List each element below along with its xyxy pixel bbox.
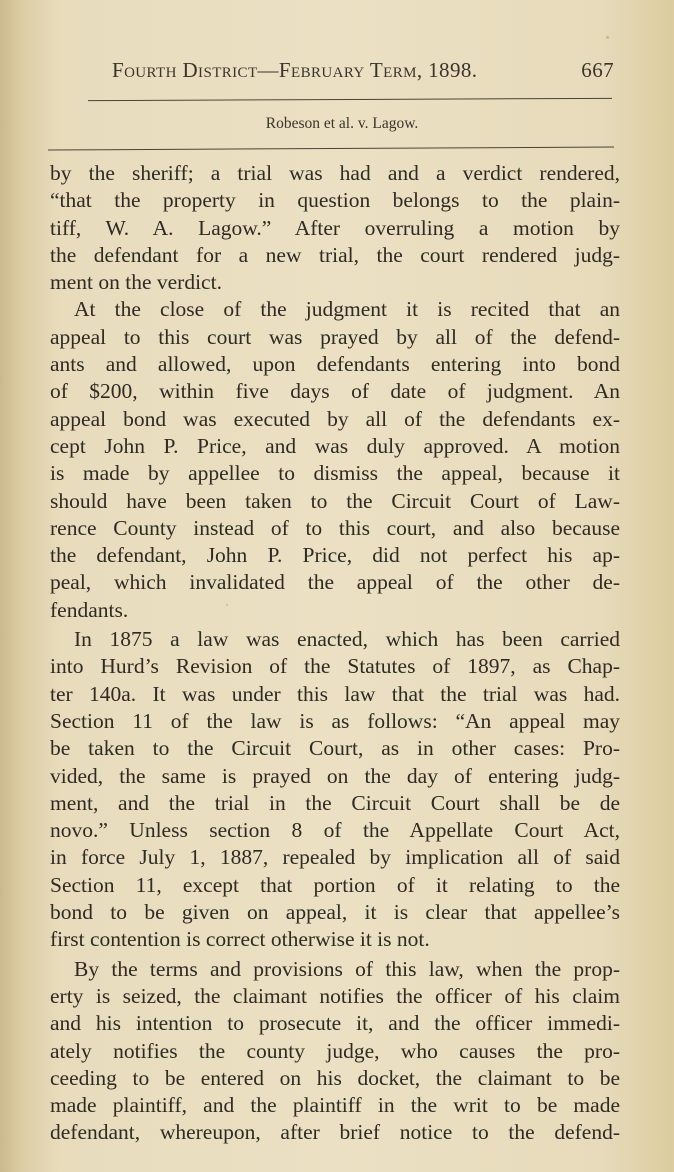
text-line: tiff, W. A. Lagow.” After overruling a motion by: [50, 215, 620, 240]
text-line: erty is seized, the claimant notifies the officer of his claim: [50, 983, 620, 1008]
text-line: Section 11 of the law is as follows: “An appeal may: [50, 708, 620, 733]
paper-speck: [606, 36, 609, 39]
text-line: defendant, whereupon, after brief notice to the defend-: [50, 1120, 620, 1145]
text-line: of $200, within five days of date of judgment. An: [50, 379, 620, 404]
case-title: Robeson et al. v. Lagow.: [265, 115, 419, 132]
text-line: ment on the verdict.: [50, 270, 222, 295]
text-line: By the terms and provisions of this law, when the prop-: [74, 956, 620, 981]
running-head: [82, 58, 618, 88]
text-line: and his intention to prosecute it, and the officer immedi-: [50, 1011, 620, 1036]
text-line: “that the property in question belongs to the plain-: [50, 188, 620, 213]
running-head-title: Fourth District—February Term, 1898.: [112, 58, 478, 82]
text-line: In 1875 a law was enacted, which has been carried: [74, 627, 620, 652]
paragraph-2: [50, 296, 620, 624]
text-line: peal, which invalidated the appeal of the other de-: [50, 570, 620, 595]
text-line: is made by appellee to dismiss the appeal, because it: [50, 461, 620, 486]
paper-speck: [226, 604, 228, 606]
text-line: be taken to the Circuit Court, as in other cases: Pro-: [50, 736, 620, 761]
page-number: 667: [581, 58, 614, 82]
text-line: ants and allowed, upon defendants entering into bond: [50, 352, 620, 377]
text-line: appeal bond was executed by all of the defendants ex-: [50, 406, 620, 431]
text-line: appeal to this court was prayed by all of the defend-: [50, 324, 620, 349]
text-line: ter 140a. It was under this law that the trial was had.: [50, 681, 620, 706]
paragraph-3: [50, 626, 620, 954]
paragraph-1: [50, 160, 620, 296]
text-line: made plaintiff, and the plaintiff in the writ to be made: [50, 1093, 620, 1118]
text-line: first contention is correct otherwise it is not.: [50, 927, 430, 952]
text-line: bond to be given on appeal, it is clear that appellee’s: [50, 900, 620, 925]
text-line: At the close of the judgment it is recited that an: [74, 297, 620, 322]
text-line: rence County instead of to this court, and also because: [50, 515, 620, 540]
text-line: novo.” Unless section 8 of the Appellate Court Act,: [50, 818, 620, 843]
text-line: into Hurd’s Revision of the Statutes of 1897, as Chap-: [50, 654, 620, 679]
text-line: ceeding to be entered on his docket, the claimant to be: [50, 1065, 620, 1090]
text-line: the defendant for a new trial, the court rendered judg-: [50, 242, 620, 267]
text-line: by the sheriff; a trial was had and a verdict rendered,: [50, 161, 620, 185]
text-line: cept John P. Price, and was duly approved. A motion: [50, 433, 620, 458]
text-line: ment, and the trial in the Circuit Court shall be de: [50, 790, 620, 815]
text-line: fendants.: [50, 597, 129, 622]
header-rule: [88, 98, 612, 101]
text-line: Section 11, except that portion of it relating to the: [50, 872, 620, 897]
text-line: in force July 1, 1887, repealed by implication all of said: [50, 845, 620, 870]
body-text: [50, 160, 620, 1147]
paragraph-4: [50, 956, 620, 1147]
text-line: the defendant, John P. Price, did not perfect his ap-: [50, 543, 620, 568]
case-title-rule: [48, 147, 614, 151]
text-line: should have been taken to the Circuit Court of Law-: [50, 488, 620, 513]
text-line: ately notifies the county judge, who causes the pro-: [50, 1038, 620, 1063]
text-line: vided, the same is prayed on the day of entering judg-: [50, 763, 620, 788]
